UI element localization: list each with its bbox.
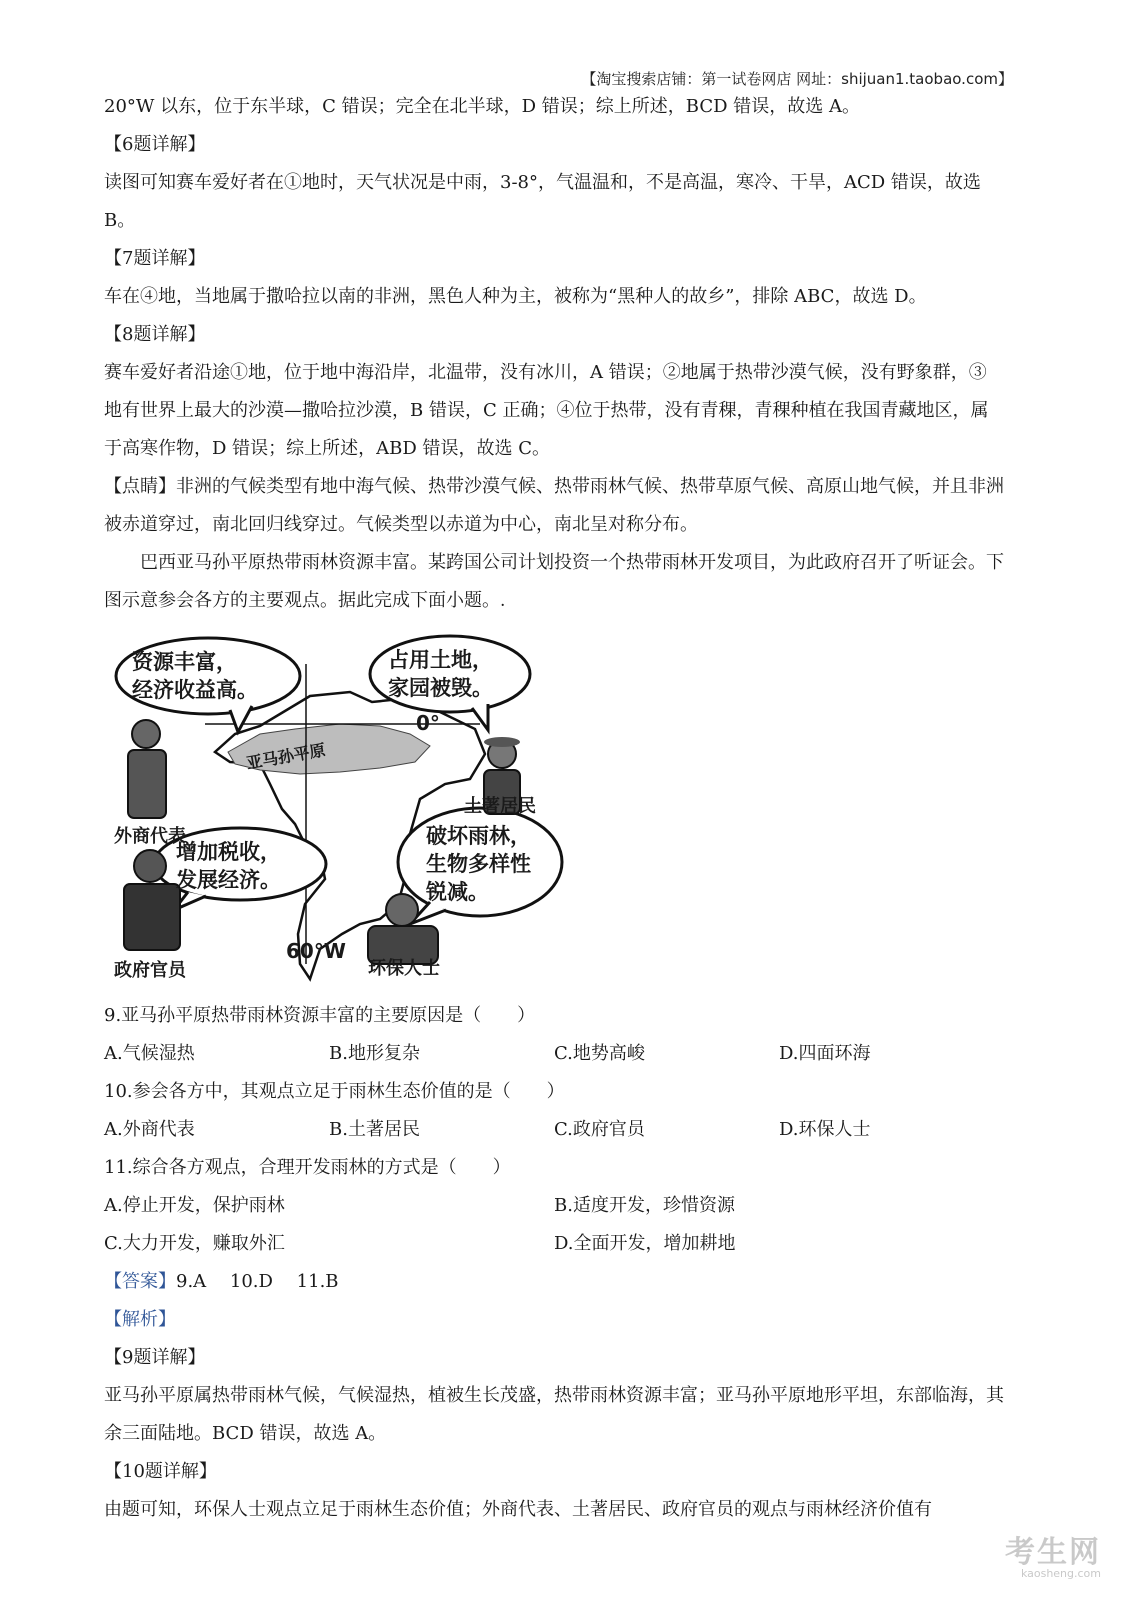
option: C.政府官员 bbox=[554, 1119, 645, 1140]
paragraph: 由题可知，环保人士观点立足于雨林生态价值；外商代表、土著居民、政府官员的观点与雨林经济价值有 bbox=[104, 1499, 932, 1520]
section-heading: 【8题详解】 bbox=[104, 324, 206, 345]
bubble-native-text: 占用土地， 家园被毁。 bbox=[388, 648, 493, 700]
label-native: 土著居民 bbox=[464, 796, 536, 817]
option: A.气候湿热 bbox=[104, 1043, 195, 1064]
section-heading: 【6题详解】 bbox=[104, 134, 206, 155]
intro-text: 巴西亚马孙平原热带雨林资源丰富。某跨国公司计划投资一个热带雨林开发项目，为此政府召开了听证会。下图示意参会各方的主要观点。据此完成下面小题。 bbox=[104, 552, 1004, 611]
label-env-activist: 环保人士 bbox=[368, 958, 440, 979]
bubble-env-text: 破坏雨林， 生物多样性 锐减。 bbox=[426, 824, 531, 904]
stray-dot: . bbox=[500, 591, 506, 611]
section-heading: 【7题详解】 bbox=[104, 248, 206, 269]
question-options bbox=[104, 1225, 1004, 1263]
paragraph: 车在④地，当地属于撒哈拉以南的非洲，黑色人种为主，被称为“黑种人的故乡”，排除 ABC，故选 D。 bbox=[104, 286, 927, 307]
question-stem: 9.亚马孙平原热带雨林资源丰富的主要原因是（ ） bbox=[104, 1005, 536, 1026]
answer-label: 【答案】 bbox=[104, 1271, 176, 1292]
question-stem: 11.综合各方观点，合理开发雨林的方式是（ ） bbox=[104, 1157, 511, 1178]
watermark bbox=[1005, 1527, 1101, 1580]
foreign-rep-figure bbox=[128, 720, 166, 818]
watermark-logo: 考生网 bbox=[1005, 1535, 1101, 1570]
option: A.停止开发，保护雨林 bbox=[104, 1195, 285, 1216]
bubble-gov-text: 增加税收， 发展经济。 bbox=[176, 840, 281, 892]
bubble-foreign-text: 资源丰富， 经济收益高。 bbox=[132, 650, 258, 702]
answer-text: 9.A 10.D 11.B bbox=[176, 1271, 339, 1292]
option: C.地势高峻 bbox=[554, 1043, 645, 1064]
option: B.地形复杂 bbox=[329, 1043, 420, 1064]
option: D.全面开发，增加耕地 bbox=[554, 1233, 736, 1254]
watermark-url: kaosheng.com bbox=[1020, 1567, 1101, 1580]
tip-paragraph: 【点睛】非洲的气候类型有地中海气候、热带沙漠气候、热带雨林气候、热带草原气候、高原山地气候，并且非洲被赤道穿过，南北回归线穿过。气候类型以赤道为中心，南北呈对称分布。 bbox=[104, 476, 1004, 535]
intro-paragraph bbox=[104, 544, 1004, 620]
option: B.土著居民 bbox=[329, 1119, 420, 1140]
answer-line bbox=[104, 1263, 1004, 1301]
analysis-label: 【解析】 bbox=[104, 1309, 176, 1330]
option: B.适度开发，珍惜资源 bbox=[554, 1195, 735, 1216]
option: C.大力开发，赚取外汇 bbox=[104, 1233, 285, 1254]
option: D.环保人士 bbox=[779, 1119, 871, 1140]
header-note: 【淘宝搜索店铺：第一试卷网店 网址：shijuan1.taobao.com】 bbox=[581, 70, 1013, 88]
label-meridian: 60°W bbox=[286, 939, 346, 963]
paragraph: 读图可知赛车爱好者在①地时，天气状况是中雨，3-8°，气温温和，不是高温，寒冷、干旱，ACD 错误，故选 B。 bbox=[104, 172, 981, 231]
question-options bbox=[104, 1187, 1004, 1225]
option: D.四面环海 bbox=[779, 1043, 871, 1064]
paragraph: 20°W 以东，位于东半球，C 错误；完全在北半球，D 错误；综上所述，BCD 错误，故选 A。 bbox=[104, 96, 860, 117]
label-equator: 0° bbox=[416, 711, 440, 735]
paragraph: 赛车爱好者沿途①地，位于地中海沿岸，北温带，没有冰川，A 错误；②地属于热带沙漠气候，没有野象群，③地有世界上最大的沙漠—撒哈拉沙漠，B 错误，C 正确；④位于热带，没有青稞，青稞种植在我国青藏地区，属于高寒作物，D 错误；综上所述，ABD 错误，故选 C。 bbox=[104, 362, 989, 459]
paragraph: 亚马孙平原属热带雨林气候，气候湿热，植被生长茂盛，热带雨林资源丰富；亚马孙平原地形平坦，东部临海，其余三面陆地。BCD 错误，故选 A。 bbox=[104, 1385, 1004, 1444]
question-stem: 10.参会各方中，其观点立足于雨林生态价值的是（ ） bbox=[104, 1081, 565, 1102]
document-body bbox=[104, 88, 1004, 1529]
hearing-figure bbox=[110, 634, 570, 989]
question-options bbox=[104, 1035, 1004, 1073]
question-options bbox=[104, 1111, 1004, 1149]
section-heading: 【10题详解】 bbox=[104, 1461, 217, 1482]
option: A.外商代表 bbox=[104, 1119, 195, 1140]
label-gov-official: 政府官员 bbox=[114, 960, 186, 981]
section-heading: 【9题详解】 bbox=[104, 1347, 206, 1368]
label-foreign-rep: 外商代表 bbox=[114, 826, 186, 847]
label-amazon-plain: 亚马孙平原 bbox=[244, 740, 327, 773]
